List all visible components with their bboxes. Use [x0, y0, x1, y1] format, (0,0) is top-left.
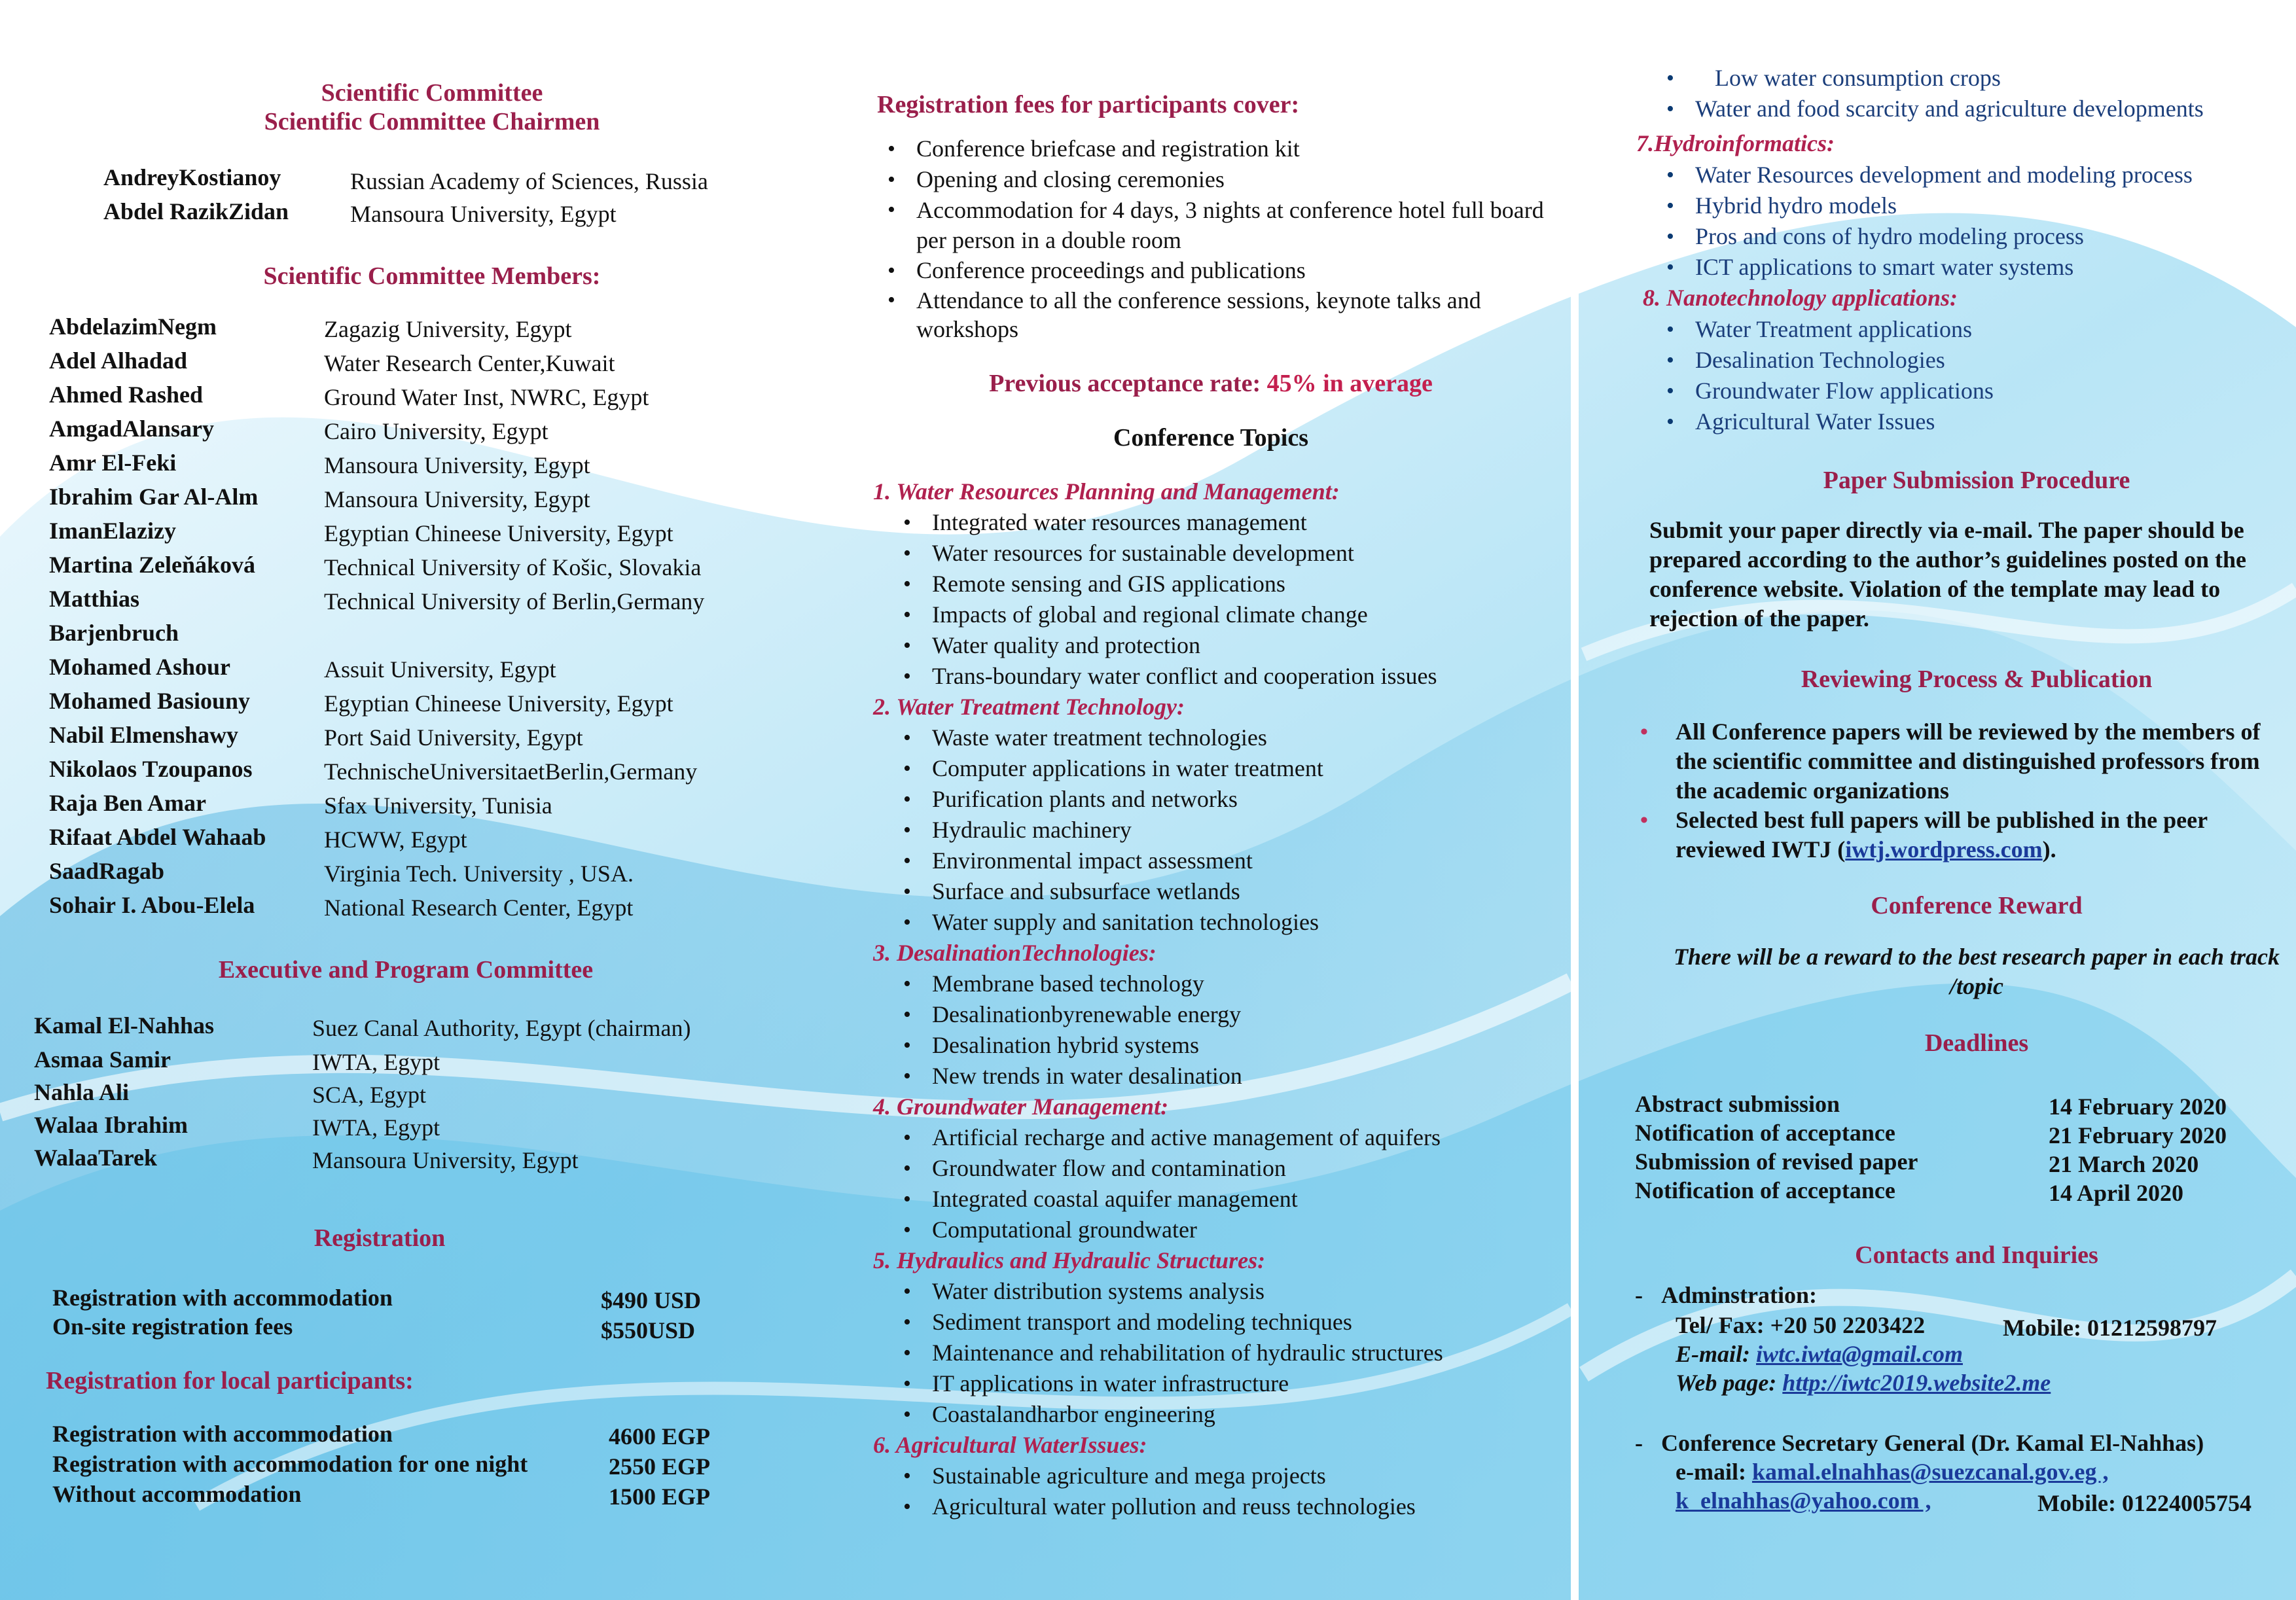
member-affiliation: Mansoura University, Egypt [324, 452, 590, 478]
member-affiliation: Water Research Center,Kuwait [324, 350, 615, 376]
fees-cover-list [870, 133, 1558, 344]
exec-affiliation: Suez Canal Authority, Egypt (chairman) [312, 1015, 691, 1041]
member-affiliation: Assuit University, Egypt [324, 656, 556, 683]
topic-item: • Environmental impact assessment [886, 845, 1580, 876]
member-affiliation: Technical University of Berlin,Germany [324, 588, 705, 614]
chairman-name: AndreyKostianoy [103, 164, 281, 190]
member-name: Ibrahim Gar Al-Alm [49, 484, 259, 510]
fees-cover-title: Registration fees for participants cover: [877, 91, 1300, 118]
member-row [49, 414, 779, 448]
topic8-title: 8. Nanotechnology applications: [1643, 285, 1958, 311]
member-affiliation: Mansoura University, Egypt [324, 486, 590, 512]
topic-item: • Desalination Technologies [1649, 345, 2291, 376]
member-row [49, 482, 779, 516]
topic-item: • Pros and cons of hydro modeling process [1649, 221, 2291, 252]
exec-name: Nahla Ali [34, 1079, 130, 1105]
member-row [49, 788, 779, 822]
fees-cover-item: • Conference proceedings and publications [870, 255, 1558, 286]
topic-item: • Water and food scarcity and agriculture developments [1649, 94, 2291, 124]
topic8-list [1649, 314, 2291, 437]
review-text: Selected best full papers will be published in the peer reviewed IWTJ ( [1676, 807, 2208, 862]
exec-committee-title: Executive and Program Committee [218, 956, 594, 984]
member-name: Amr El-Feki [49, 450, 177, 476]
deadline-label: Abstract submission [1635, 1091, 1840, 1117]
member-name: AmgadAlansary [49, 416, 215, 442]
topic-item: • Sustainable agriculture and mega projects [886, 1461, 1580, 1491]
deadline-date: 21 March 2020 [2049, 1151, 2199, 1177]
reward-text: There will be a reward to the best research paper in each track /topic [1674, 944, 2280, 999]
topic-item: • Membrane based technology [886, 969, 1580, 999]
review-text-end: ). [2042, 836, 2056, 862]
chairman-affiliation: Mansoura University, Egypt [350, 201, 617, 227]
member-name: AbdelazimNegm [49, 313, 217, 340]
deadline-label: Submission of revised paper [1635, 1148, 1918, 1175]
email-label: e-mail: [1676, 1459, 1752, 1485]
review-item: • All Conference papers will be reviewed by the members of the scientific committee and distinguished professors from the academic organizations [1623, 717, 2284, 806]
secretary-label: Conference Secretary General (Dr. Kamal El-Nahhas) [1661, 1430, 2204, 1456]
local-registration-title: Registration for local participants: [46, 1367, 414, 1395]
member-name: ImanElazizy [49, 518, 176, 544]
member-name: Sohair I. Abou-Elela [49, 892, 255, 918]
email-link[interactable]: kamal.elnahhas@suezcanal.gov.eg , [1751, 1459, 2109, 1485]
member-name: Adel Alhadad [49, 347, 188, 374]
registration-label: On-site registration fees [52, 1313, 293, 1340]
member-row [49, 346, 779, 380]
exec-row [34, 1077, 774, 1110]
topic-item: • Surface and subsurface wetlands [886, 876, 1580, 907]
fees-cover-item: • Attendance to all the conference sessions, keynote talks and workshops [870, 286, 1558, 344]
fees-cover-item: • Conference briefcase and registration kit [870, 133, 1558, 164]
topic-item: • Water distribution systems analysis [886, 1276, 1580, 1307]
member-name: Mohamed Basiouny [49, 688, 251, 714]
local-fee: 4600 EGP [609, 1423, 711, 1449]
topic-item: • Purification plants and networks [886, 784, 1580, 815]
dash-bullet: - [1635, 1282, 1643, 1308]
exec-row [34, 1143, 774, 1175]
members-list [49, 311, 779, 924]
acceptance-label: Previous acceptance rate: [989, 370, 1267, 397]
member-affiliation: Port Said University, Egypt [324, 724, 583, 751]
email-row [1676, 1339, 1963, 1369]
topic-item: • ICT applications to smart water systems [1649, 252, 2291, 283]
topic6-continued-list [1649, 63, 2291, 124]
member-affiliation: HCWW, Egypt [324, 827, 467, 853]
topic-item: • Hybrid hydro models [1649, 190, 2291, 221]
administration-label: Adminstration: [1661, 1282, 1818, 1308]
topic-items [886, 722, 1580, 938]
topic-items [886, 507, 1580, 692]
scientific-committee-title: Scientific Committee [321, 79, 543, 107]
deadline-date: 14 April 2020 [2049, 1180, 2184, 1206]
topic-item: • Integrated coastal aquifer management [886, 1184, 1580, 1215]
members-title: Scientific Committee Members: [263, 262, 601, 290]
deadline-date: 14 February 2020 [2049, 1093, 2227, 1120]
acceptance-value: 45% in average [1266, 370, 1433, 397]
member-row [49, 822, 779, 856]
topic-items [886, 1461, 1580, 1522]
member-row [49, 584, 779, 618]
topic-item: • Impacts of global and regional climate change [886, 599, 1580, 630]
chairmen-title: Scientific Committee Chairmen [264, 108, 600, 135]
topic-item: • Desalinationbyrenewable energy [886, 999, 1580, 1030]
iwtj-link[interactable]: iwtj.wordpress.com [1845, 836, 2043, 862]
member-name: Rifaat Abdel Wahaab [49, 824, 266, 850]
exec-row [34, 1044, 774, 1077]
deadline-date: 21 February 2020 [2049, 1122, 2227, 1148]
exec-name: Kamal El-Nahhas [34, 1012, 215, 1039]
exec-row [34, 1010, 774, 1044]
mobile-admin: Mobile: 01212598797 [2003, 1315, 2217, 1341]
member-row [49, 516, 779, 550]
topic-item: • Groundwater Flow applications [1649, 376, 2291, 406]
member-affiliation: Cairo University, Egypt [324, 418, 548, 444]
dash-bullet: - [1635, 1430, 1643, 1456]
reward-title: Conference Reward [1871, 892, 2083, 919]
exec-affiliation: SCA, Egypt [312, 1082, 427, 1108]
topic-item: • Water Treatment applications [1649, 314, 2291, 345]
topic-item: • Computer applications in water treatment [886, 753, 1580, 784]
member-affiliation: Egyptian Chineese University, Egypt [324, 520, 673, 546]
member-row [49, 311, 779, 346]
topic-item: • Maintenance and rehabilitation of hydraulic structures [886, 1338, 1580, 1368]
exec-list [34, 1010, 774, 1175]
member-affiliation: Egyptian Chineese University, Egypt [324, 690, 673, 717]
member-row [49, 618, 779, 652]
local-label: Without accommodation [52, 1481, 302, 1507]
topic-item: • Integrated water resources management [886, 507, 1580, 538]
member-name: Ahmed Rashed [49, 382, 204, 408]
web-row [1676, 1368, 2051, 1398]
deadline-label: Notification of acceptance [1635, 1120, 1895, 1146]
conference-topics-title: Conference Topics [1113, 424, 1309, 452]
member-row [49, 754, 779, 788]
topic-title: 3. DesalinationTechnologies: [873, 940, 1157, 966]
reviewing-title: Reviewing Process & Publication [1801, 666, 2153, 693]
web-link[interactable]: http://iwtc2019.website2.me [1782, 1370, 2051, 1396]
topic-item: • Sediment transport and modeling techniques [886, 1307, 1580, 1338]
registration-title: Registration [314, 1224, 446, 1252]
topic-item: • Water quality and protection [886, 630, 1580, 661]
web-label: Web page: [1676, 1370, 1783, 1396]
exec-affiliation: Mansoura University, Egypt [312, 1147, 579, 1173]
fees-cover-item: • Opening and closing ceremonies [870, 164, 1558, 195]
chairman-name: Abdel RazikZidan [103, 198, 289, 224]
member-name: Nikolaos Tzoupanos [49, 756, 253, 782]
member-affiliation: Virginia Tech. University , USA. [324, 861, 634, 887]
deadline-label: Notification of acceptance [1635, 1177, 1895, 1203]
member-row [49, 550, 779, 584]
registration-label: Registration with accommodation [52, 1285, 393, 1311]
paper-submission-text: Submit your paper directly via e-mail. The paper should be prepared according to the author’s guidelines posted on the conference website. Violation of the template may lead to rejection of the paper. [1649, 517, 2247, 631]
mobile-secretary: Mobile: 01224005754 [2037, 1490, 2251, 1516]
exec-name: Asmaa Samir [34, 1046, 171, 1073]
topic-item: • Coastalandharbor engineering [886, 1399, 1580, 1430]
topic-item: • IT applications in water infrastructure [886, 1368, 1580, 1399]
member-name: Nabil Elmenshawy [49, 722, 239, 748]
contacts-title: Contacts and Inquiries [1855, 1241, 2098, 1269]
member-affiliation: Sfax University, Tunisia [324, 792, 552, 819]
email-label: E-mail: [1676, 1341, 1756, 1367]
member-row [49, 448, 779, 482]
topic-items [886, 1276, 1580, 1430]
chairman-affiliation: Russian Academy of Sciences, Russia [350, 168, 708, 194]
local-label: Registration with accommodation [52, 1421, 393, 1447]
member-affiliation: TechnischeUniversitaetBerlin,Germany [324, 758, 698, 785]
secretary-email-row [1676, 1457, 2109, 1487]
topic-item: • Desalination hybrid systems [886, 1030, 1580, 1061]
local-fee: 2550 EGP [609, 1453, 711, 1480]
exec-affiliation: IWTA, Egypt [312, 1049, 440, 1075]
member-name: Martina Zeleňáková [49, 552, 255, 578]
registration-fee: $490 USD [601, 1287, 702, 1313]
topic-title: 6. Agricultural WaterIssues: [873, 1432, 1147, 1458]
registration-fee: $550USD [601, 1317, 696, 1343]
email-link[interactable]: k_elnahhas@yahoo.com , [1676, 1487, 1931, 1514]
member-row [49, 856, 779, 890]
local-fee: 1500 EGP [609, 1484, 711, 1510]
topic-item: • Agricultural Water Issues [1649, 406, 2291, 437]
review-item [1623, 806, 2284, 864]
topic-title: 2. Water Treatment Technology: [873, 694, 1185, 720]
topic-item: • Agricultural water pollution and reuss technologies [886, 1491, 1580, 1522]
topic-items [886, 969, 1580, 1092]
member-name: Barjenbruch [49, 620, 179, 646]
topic-item: • Computational groundwater [886, 1215, 1580, 1245]
panel-committees [0, 0, 779, 1600]
secretary-email-row [1676, 1485, 1931, 1516]
member-row [49, 890, 779, 924]
topic-item: • Waste water treatment technologies [886, 722, 1580, 753]
exec-row [34, 1110, 774, 1143]
panel-fees-topics [844, 0, 1584, 1600]
member-affiliation: Zagazig University, Egypt [324, 316, 572, 342]
panel-submission-contacts [1584, 0, 2296, 1600]
member-row [49, 380, 779, 414]
topic-item: • Trans-boundary water conflict and cooperation issues [886, 661, 1580, 692]
topic-item: • Artificial recharge and active management of aquifers [886, 1122, 1580, 1153]
topic-title: 4. Groundwater Management: [873, 1093, 1169, 1120]
deadlines-title: Deadlines [1924, 1029, 2029, 1057]
member-affiliation: National Research Center, Egypt [324, 895, 634, 921]
topic7-title: 7.Hydroinformatics: [1636, 130, 1835, 156]
topic-title: 5. Hydraulics and Hydraulic Structures: [873, 1247, 1266, 1273]
reviewing-list [1623, 717, 2284, 864]
topic-item: • Hydraulic machinery [886, 815, 1580, 845]
local-label: Registration with accommodation for one night [52, 1451, 528, 1477]
topic-items [886, 1122, 1580, 1245]
topic-item: • Water Resources development and modeling process [1649, 160, 2291, 190]
paper-submission-title: Paper Submission Procedure [1823, 467, 2130, 494]
topic-item: • Low water consumption crops [1649, 63, 2291, 94]
topic-item: • Water supply and sanitation technologies [886, 907, 1580, 938]
member-name: Raja Ben Amar [49, 790, 206, 816]
member-affiliation: Technical University of Košic, Slovakia [324, 554, 702, 580]
telfax: Tel/ Fax: +20 50 2203422 [1676, 1312, 1926, 1338]
member-row [49, 720, 779, 754]
member-row [49, 686, 779, 720]
member-name: Mohamed Ashour [49, 654, 231, 680]
topic-item: • Groundwater flow and contamination [886, 1153, 1580, 1184]
member-row [49, 652, 779, 686]
email-link[interactable]: iwtc.iwta@gmail.com [1756, 1341, 1963, 1367]
topic7-list [1649, 160, 2291, 283]
topics-list [873, 476, 1580, 1522]
acceptance-rate [857, 369, 1564, 398]
topic-item: • Water resources for sustainable development [886, 538, 1580, 569]
exec-affiliation: IWTA, Egypt [312, 1114, 440, 1141]
topic-title: 1. Water Resources Planning and Management: [873, 478, 1340, 505]
member-affiliation: Ground Water Inst, NWRC, Egypt [324, 384, 649, 410]
fees-cover-item: • Accommodation for 4 days, 3 nights at conference hotel full board per person in a double room [870, 195, 1558, 255]
topic-item: • Remote sensing and GIS applications [886, 569, 1580, 599]
member-name: SaadRagab [49, 858, 165, 884]
exec-name: WalaaTarek [34, 1145, 158, 1171]
topic-item: • New trends in water desalination [886, 1061, 1580, 1092]
member-name: Matthias [49, 586, 139, 612]
exec-name: Walaa Ibrahim [34, 1112, 188, 1138]
